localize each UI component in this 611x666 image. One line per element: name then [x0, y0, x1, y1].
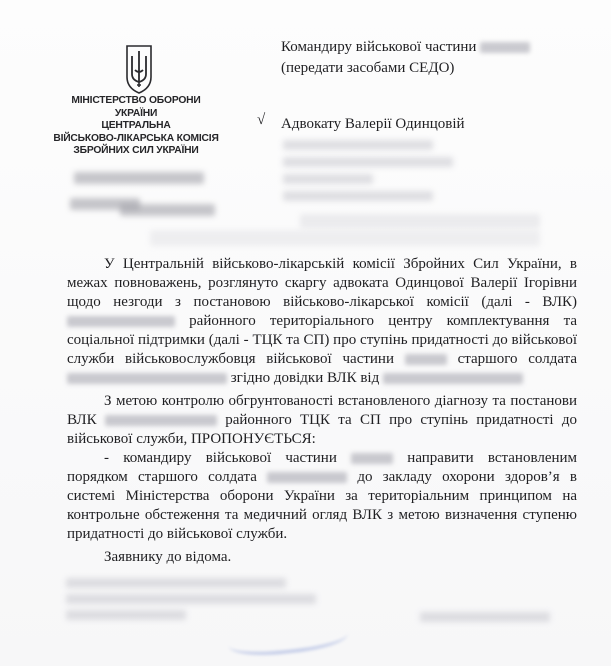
- addressee-line: Адвокату Валерії Одинцовій: [281, 116, 465, 132]
- redacted-address: [283, 157, 453, 167]
- redacted-soldier-name: [67, 373, 227, 384]
- ministry-header: [52, 95, 220, 158]
- ministry-line: МІНІСТЕРСТВО ОБОРОНИ: [71, 95, 201, 106]
- letter-body: [67, 255, 577, 567]
- redacted-signature-block: [420, 612, 550, 622]
- redacted-signature-block: [66, 610, 186, 620]
- redacted-certificate-date: [383, 373, 523, 384]
- paragraph-purpose: [67, 392, 577, 449]
- body-text: згідно довідки ВЛК від: [230, 370, 380, 386]
- redacted-district: [67, 316, 175, 327]
- redacted-stamp: [300, 214, 540, 228]
- redacted-address: [283, 174, 373, 184]
- body-text: направити встановленим порядком старшого солдата: [67, 450, 578, 485]
- redacted-unit-number: [351, 453, 393, 464]
- redacted-address: [283, 191, 433, 201]
- body-text: У Центральній військово-лікарській комісії Збройних Сил України, в межах повноважень, розглянуто скаргу адвоката Одинцової Валерії Ігорівни щодо незгоди з постановою військово-лікарської комісії (далі - ВЛК): [67, 256, 577, 310]
- ministry-line: ЦЕНТРАЛЬНА: [101, 120, 171, 131]
- paragraph-notice: Заявнику до відома.: [104, 549, 232, 565]
- redacted-outgoing-number: [120, 204, 215, 216]
- signature-icon: [227, 618, 349, 659]
- redacted-soldier-name: [267, 472, 347, 483]
- redacted-unit-number: [405, 354, 447, 365]
- trident-emblem-icon: [124, 44, 154, 94]
- redacted-stamp: [150, 230, 540, 246]
- body-text: до закладу охорони здоров’я в системі Міністерства оборони України за територіальним принципом на контрольне обстеження та медичний огляд ВЛК з метою визначення ступеню придатності до військової служби.: [67, 469, 578, 542]
- body-text: - командиру військової частини: [104, 450, 337, 466]
- ministry-line: ВІЙСЬКОВО-ЛІКАРСЬКА КОМІСІЯ: [53, 132, 219, 144]
- addressee-lawyer: [281, 114, 465, 134]
- checkmark-icon: √: [257, 112, 266, 128]
- addressee-line: (передати засобами СЕДО): [281, 60, 455, 76]
- redacted-signature-block: [66, 578, 286, 588]
- addressee-line: Командиру військової частини: [281, 39, 477, 55]
- redacted-district: [105, 415, 217, 426]
- body-text: З метою контролю обгрунтованості встановленого діагнозу та постанови ВЛК: [67, 393, 577, 428]
- paragraph-proposal: [67, 449, 577, 544]
- body-text: районного територіального центру комплектування та соціальної підтримки (далі - ТЦК та СП) про ступінь придатності до військової служби військовослужбовця військової частини: [67, 313, 578, 367]
- body-text: старшого солдата: [457, 351, 578, 367]
- body-text: районного ТЦК та СП про ступінь придатності до військової служби, ПРОПОНУЄТЬСЯ:: [67, 412, 578, 447]
- ministry-line: ЗБРОЙНИХ СИЛ УКРАЇНИ: [73, 145, 199, 156]
- addressee-commander: [281, 37, 530, 79]
- redacted-address: [283, 140, 433, 150]
- redacted-signature-block: [66, 594, 316, 604]
- paragraph-complaint: [67, 255, 577, 388]
- redacted-unit-number: [480, 42, 530, 53]
- ministry-line: УКРАЇНИ: [114, 107, 158, 119]
- redacted-outgoing-number: [74, 172, 204, 184]
